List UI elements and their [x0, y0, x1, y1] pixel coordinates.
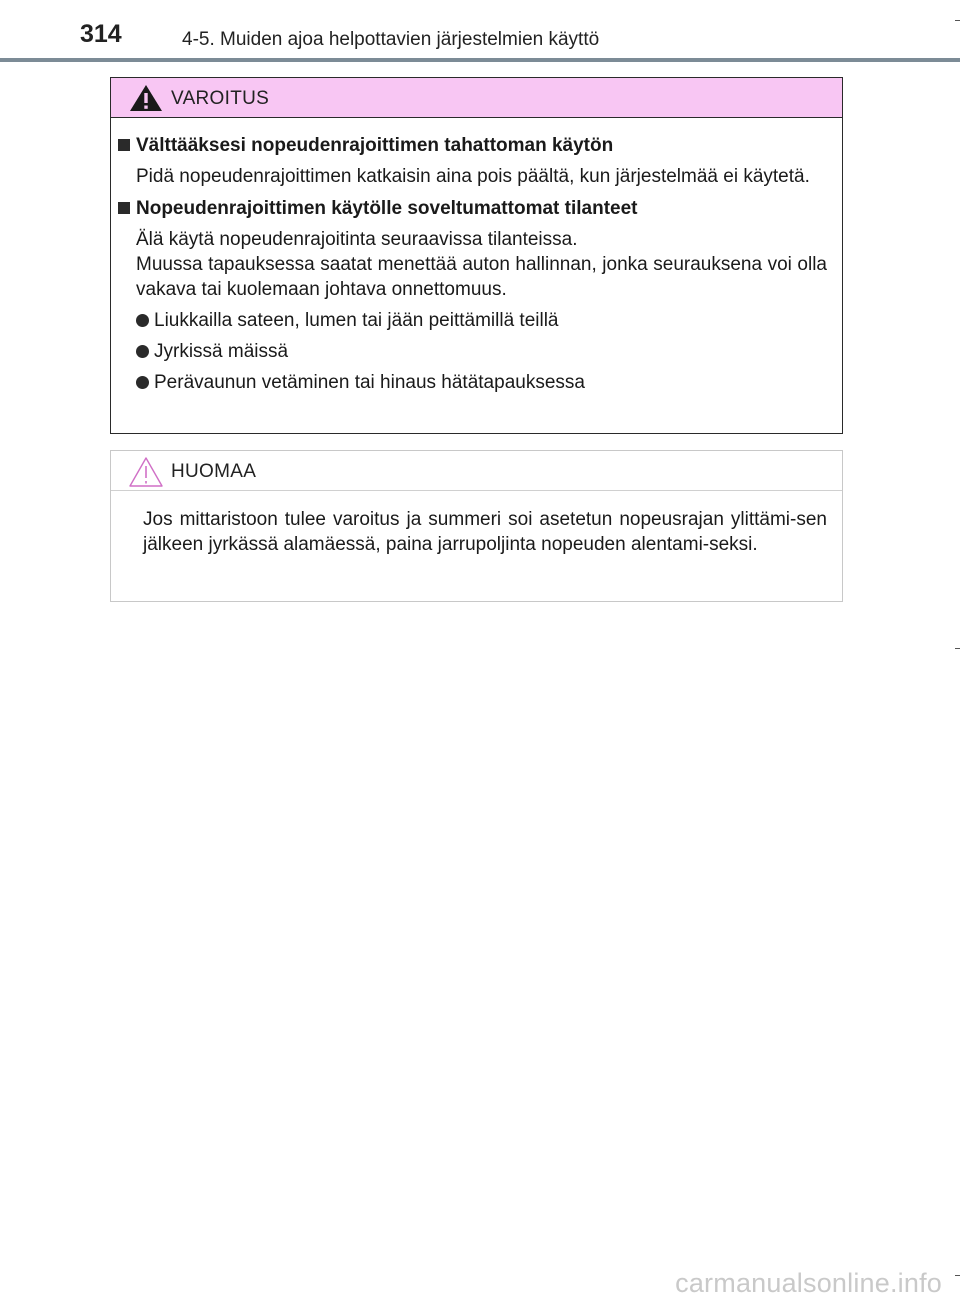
square-bullet-icon: [118, 139, 130, 151]
notice-paragraph: Jos mittaristoon tulee varoitus ja summeri soi asetetun nopeusrajan ylittämi-sen jälkeen jyrkässä alamäessä, paina jarrupoljinta nopeuden alentami-seksi.: [143, 509, 827, 555]
warning-section-heading: [118, 134, 827, 158]
list-item: [136, 339, 827, 364]
page-header: [0, 0, 960, 64]
warning-bullet-list: [136, 308, 827, 395]
notice-label: HUOMAA: [171, 461, 257, 482]
warning-paragraph: Pidä nopeudenrajoittimen katkaisin aina pois päältä, kun järjestelmää ei käytetä.: [136, 166, 810, 187]
page-number: 314: [80, 20, 122, 48]
warning-paragraph: Muussa tapauksessa saatat menettää auton hallinnan, jonka seurauksena voi olla vakava tai kuolemaan johtava onnettomuus.: [136, 254, 827, 300]
warning-box-header: [111, 78, 842, 118]
list-item: [136, 308, 827, 333]
warning-label: VAROITUS: [171, 88, 270, 109]
crop-mark: [955, 1275, 960, 1276]
section-title: 4-5. Muiden ajoa helpottavien järjestelmien käyttö: [182, 29, 600, 50]
header-rule: [0, 58, 960, 62]
watermark: carmanualsonline.info: [675, 1268, 942, 1298]
bullet-text: Perävaunun vetäminen tai hinaus hätätapauksessa: [154, 372, 585, 393]
round-bullet-icon: [136, 376, 149, 389]
warning-box: [110, 77, 843, 434]
notice-box-header: [111, 451, 842, 491]
round-bullet-icon: [136, 314, 149, 327]
heading-text: Nopeudenrajoittimen käytölle soveltumattomat tilanteet: [136, 198, 638, 219]
warning-section-heading: [118, 197, 827, 221]
list-item: [136, 370, 827, 395]
bullet-text: Liukkailla sateen, lumen tai jään peittämillä teillä: [154, 310, 559, 331]
square-bullet-icon: [118, 202, 130, 214]
warning-body: [111, 118, 842, 395]
heading-text: Välttääksesi nopeudenrajoittimen tahattoman käytön: [136, 135, 614, 156]
crop-mark: [955, 20, 960, 21]
crop-mark: [955, 648, 960, 649]
warning-triangle-icon: [128, 83, 164, 113]
warning-paragraph: Älä käytä nopeudenrajoitinta seuraavissa tilanteissa.: [136, 229, 578, 250]
notice-box: [110, 450, 843, 602]
caution-triangle-outline-icon: [128, 456, 164, 486]
bullet-text: Jyrkissä mäissä: [154, 341, 289, 362]
notice-body: [111, 491, 842, 557]
round-bullet-icon: [136, 345, 149, 358]
